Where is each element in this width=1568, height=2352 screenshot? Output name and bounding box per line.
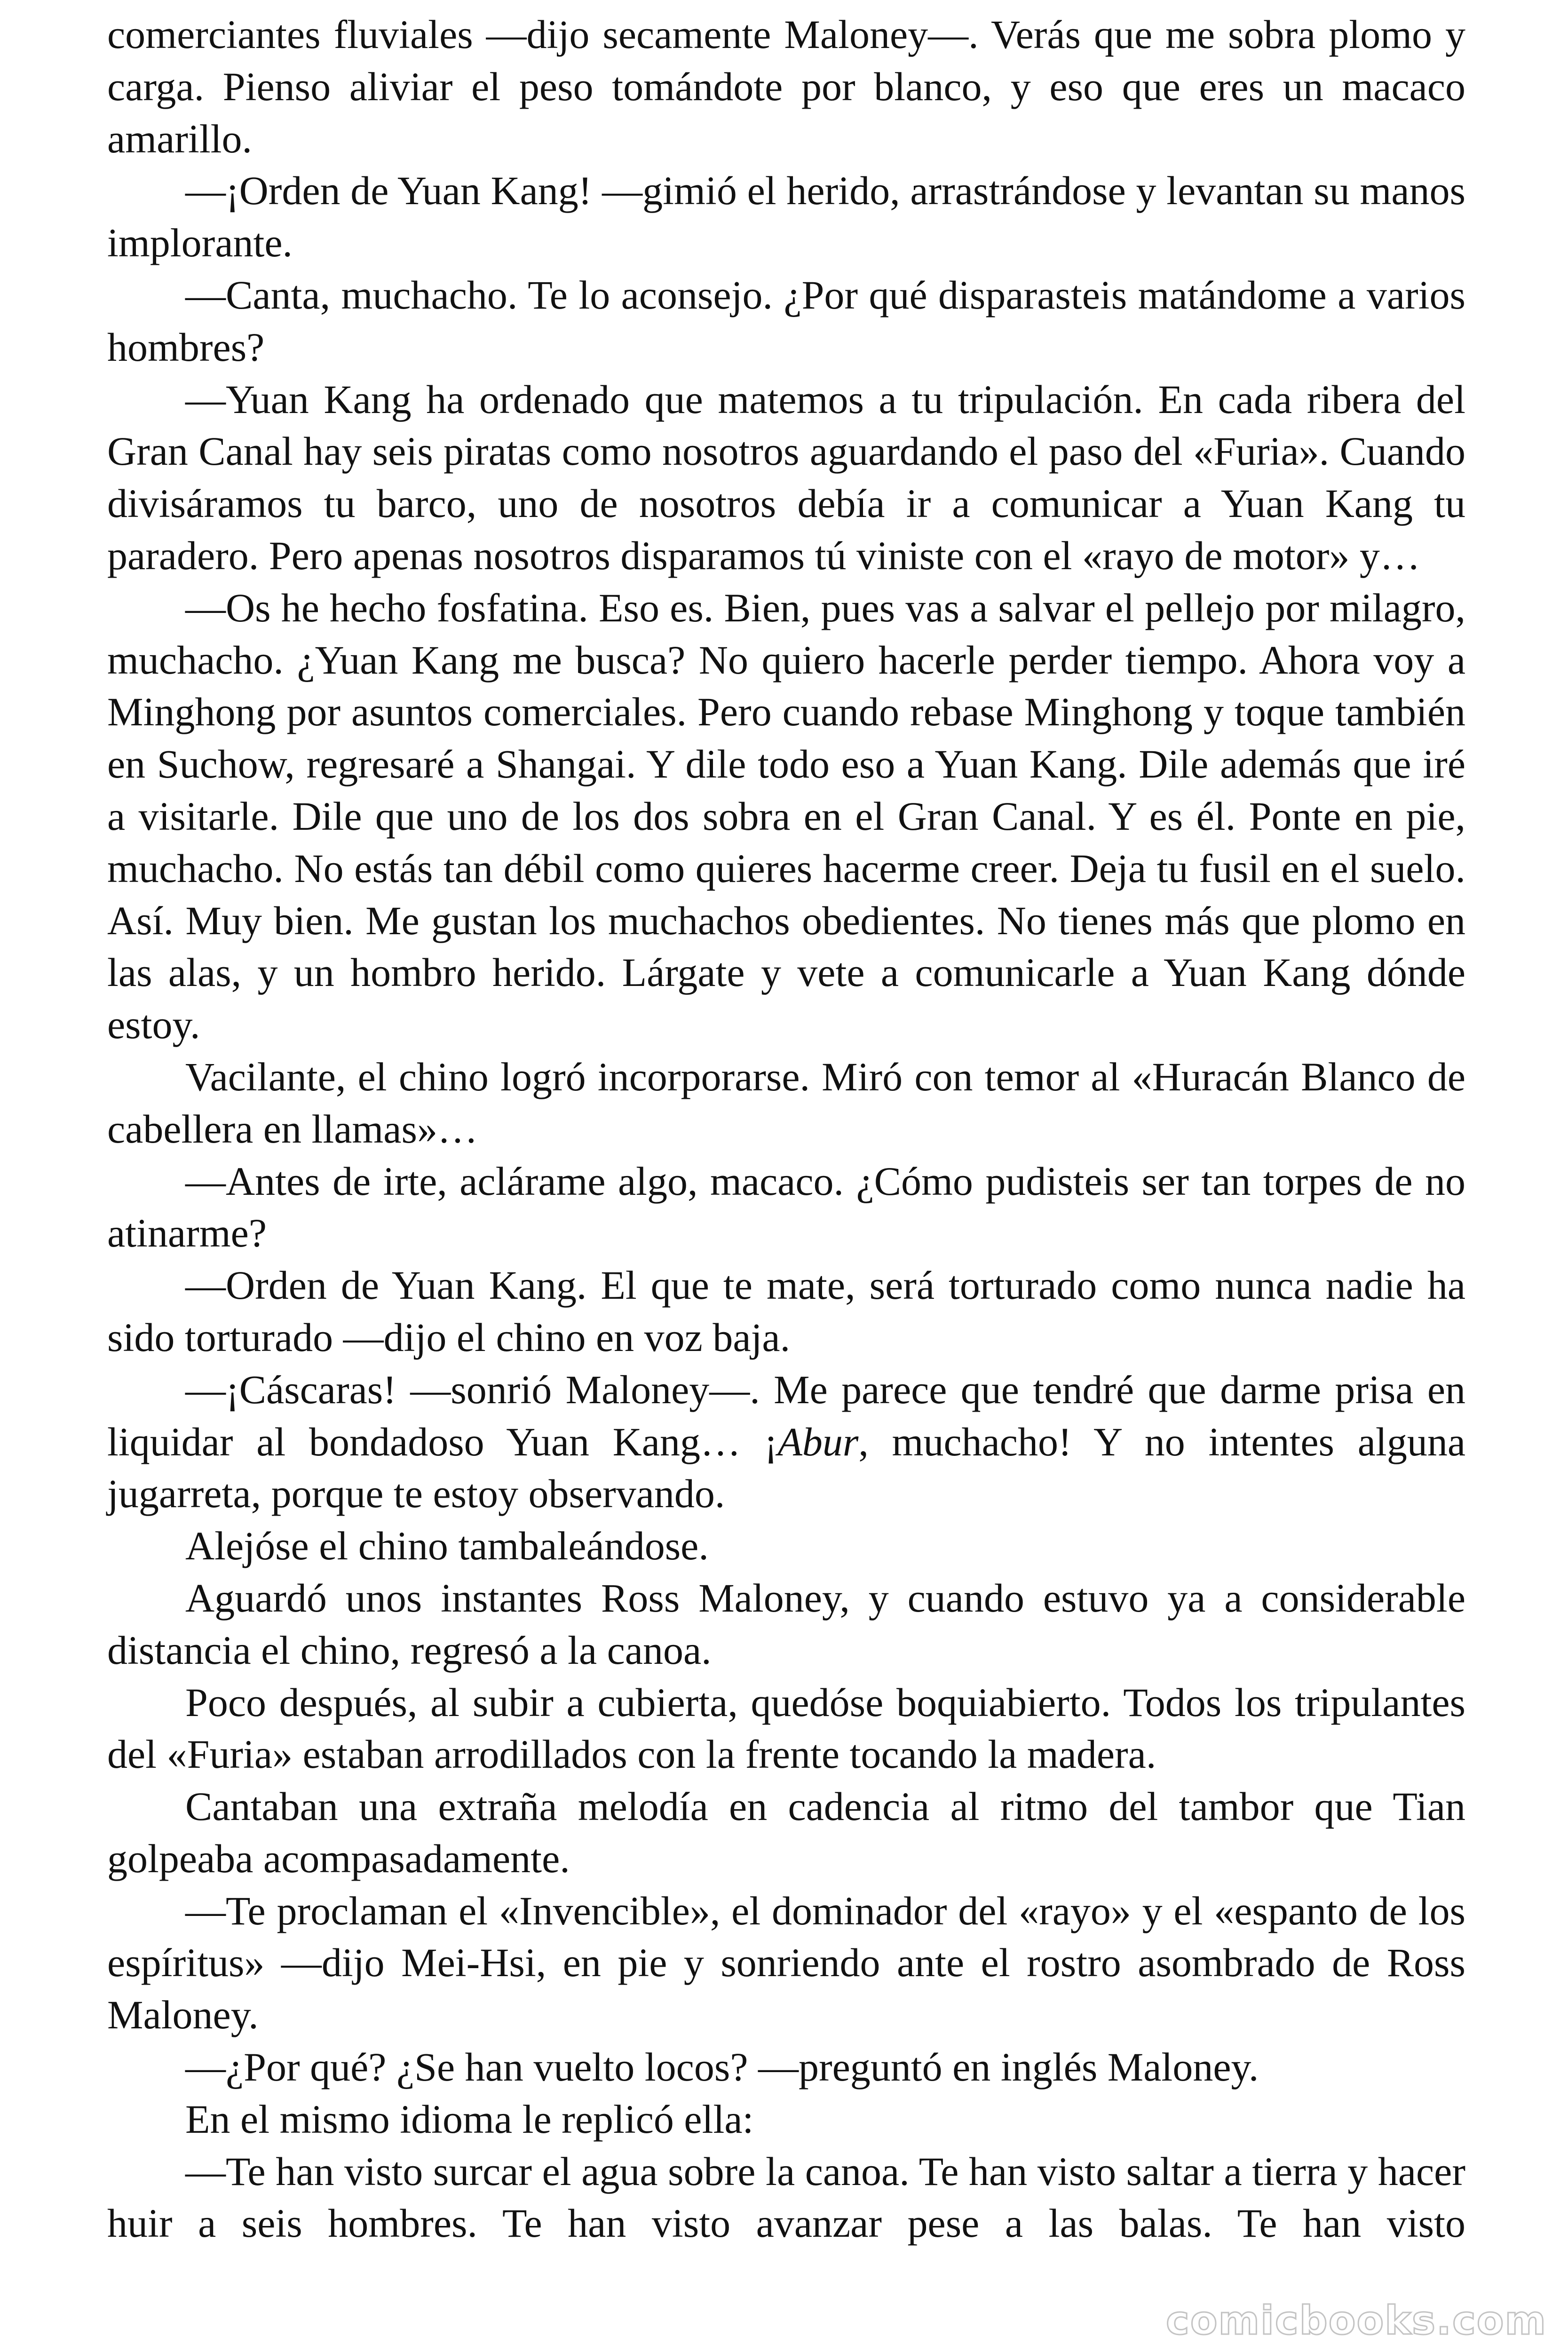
paragraph xyxy=(107,165,1465,269)
paragraph xyxy=(107,2145,1465,2250)
paragraph-text: —Te han visto surcar el agua sobre la canoa. Te han visto saltar a tierra y hacer huir a seis hombres. Te han visto avanzar pese a las balas. Te han visto xyxy=(107,2148,1465,2246)
paragraph xyxy=(107,1051,1465,1155)
paragraph-text: —Yuan Kang ha ordenado que matemos a tu tripulación. En cada ribera del Gran Canal hay seis piratas como nosotros aguardando el paso del «Furia». Cuando divisáramos tu barco, uno de nosotros debía ir a comunicar a Yuan Kang tu paradero. Pero apenas nosotros disparamos tú viniste con el «rayo de motor» y… xyxy=(107,376,1465,578)
paragraph-text: , muchacho! Y no intentes alguna jugarreta, porque te estoy observando. xyxy=(107,1419,1465,1517)
watermark: comicbooks.com xyxy=(1166,2297,1547,2344)
paragraph xyxy=(107,373,1465,582)
page-body-text xyxy=(107,8,1465,2249)
paragraph-text: —Os he hecho fosfatina. Eso es. Bien, pues vas a salvar el pellejo por milagro, muchacho. ¿Yuan Kang me busca? No quiero hacerle perder tiempo. Ahora voy a Minghong por asuntos comerciales. Pero cuando rebase Minghong y toque también en Suchow, regresaré a Shangai. Y dile todo eso a Yuan Kang. Dile además que iré a visitarle. Dile que uno de los dos sobra en el Gran Canal. Y es él. Ponte en pie, muchacho. No estás tan débil como quieres hacerme creer. Deja tu fusil en el suelo. Así. Muy bien. Me gustan los muchachos obedientes. No tienes más que plomo en las alas, y un hombro herido. Lárgate y vete a comunicarle a Yuan Kang dónde estoy. xyxy=(107,585,1465,1048)
paragraph-text: Poco después, al subir a cubierta, quedóse boquiabierto. Todos los tripulantes del «Furia» estaban arrodillados con la frente tocando la madera. xyxy=(107,1679,1465,1777)
paragraph xyxy=(107,1677,1465,1781)
paragraph-text: En el mismo idioma le replicó ella: xyxy=(185,2096,754,2142)
paragraph xyxy=(107,1885,1465,2041)
paragraph xyxy=(107,1520,1465,1572)
paragraph xyxy=(107,582,1465,1051)
paragraph xyxy=(107,8,1465,165)
paragraph xyxy=(107,1364,1465,1520)
paragraph-text: Aguardó unos instantes Ross Maloney, y cuando estuvo ya a considerable distancia el chino, regresó a la canoa. xyxy=(107,1575,1465,1673)
paragraph xyxy=(107,1259,1465,1364)
paragraph-text: —Te proclaman el «Invencible», el dominador del «rayo» y el «espanto de los espíritus» —dijo Mei-Hsi, en pie y sonriendo ante el rostro asombrado de Ross Maloney. xyxy=(107,1888,1465,2038)
paragraph-text: Vacilante, el chino logró incorporarse. Miró con temor al «Huracán Blanco de cabellera en llamas»… xyxy=(107,1054,1465,1152)
paragraph-text: —Antes de irte, aclárame algo, macaco. ¿Cómo pudisteis ser tan torpes de no atinarme? xyxy=(107,1158,1465,1256)
paragraph-text: —¡Orden de Yuan Kang! —gimió el herido, arrastrándose y levantan su manos implorante. xyxy=(107,168,1465,266)
paragraph xyxy=(107,2041,1465,2093)
paragraph xyxy=(107,1780,1465,1885)
paragraph-text: —¿Por qué? ¿Se han vuelto locos? —preguntó en inglés Maloney. xyxy=(185,2044,1259,2090)
paragraph-text: —Orden de Yuan Kang. El que te mate, será torturado como nunca nadie ha sido torturado —dijo el chino en voz baja. xyxy=(107,1263,1465,1360)
paragraph-text: —Canta, muchacho. Te lo aconsejo. ¿Por qué disparasteis matándome a varios hombres? xyxy=(107,272,1465,370)
paragraph-text: Cantaban una extraña melodía en cadencia al ritmo del tambor que Tian golpeaba acompasadamente. xyxy=(107,1784,1465,1881)
paragraph xyxy=(107,2093,1465,2145)
paragraph-text: Alejóse el chino tambaleándose. xyxy=(185,1523,709,1569)
paragraph-text: —¡Cáscaras! —sonrió Maloney—. Me parece que tendré que darme prisa en liquidar al bondadoso Yuan Kang… ¡ xyxy=(107,1367,1465,1464)
paragraph-text: comerciantes fluviales —dijo secamente Maloney—. Verás que me sobra plomo y carga. Pienso aliviar el peso tomándote por blanco, y eso que eres un macaco amarillo. xyxy=(107,12,1465,161)
paragraph xyxy=(107,1572,1465,1677)
paragraph xyxy=(107,269,1465,373)
paragraph xyxy=(107,1155,1465,1260)
italic-text: Abur xyxy=(777,1419,859,1464)
